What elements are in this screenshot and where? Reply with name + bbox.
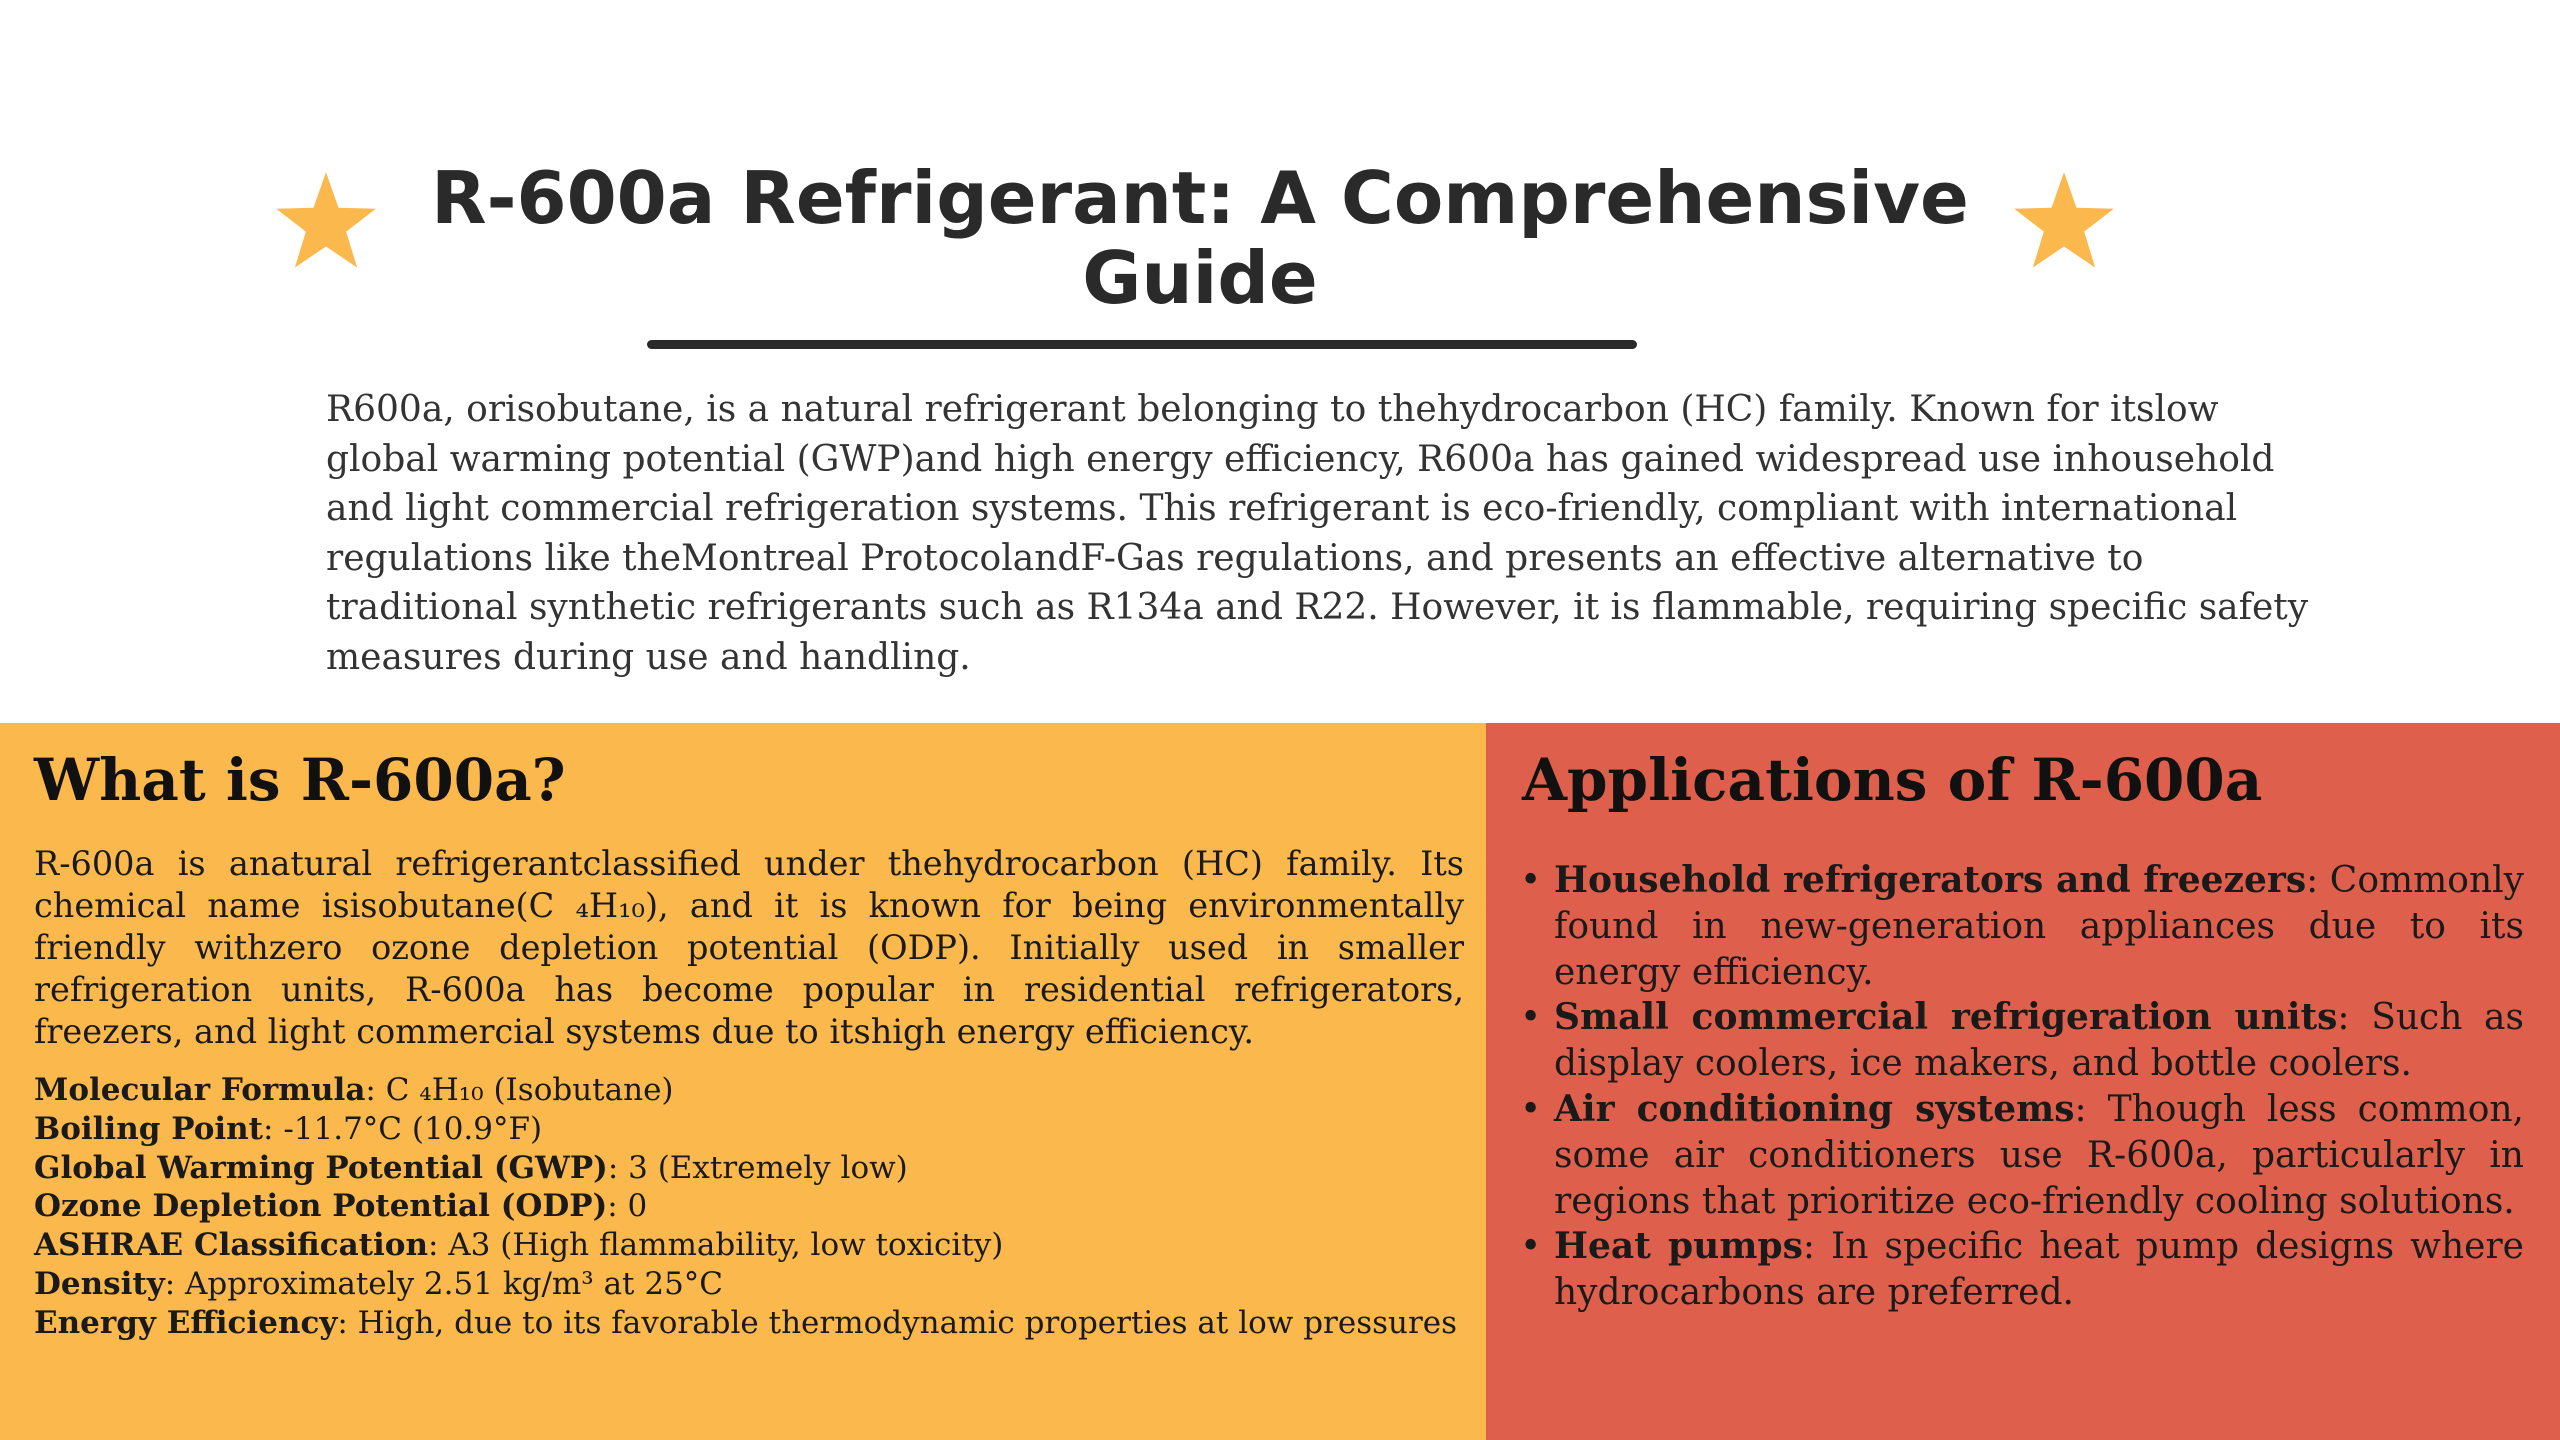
property-value: : 0 <box>607 1188 648 1225</box>
application-item <box>1520 995 2524 1087</box>
bullet-icon: • <box>1520 1226 1542 1268</box>
property-value: : C ₄H₁₀ (Isobutane) <box>365 1072 674 1108</box>
application-label: Heat pumps <box>1554 1225 1803 1268</box>
bullet-icon: • <box>1520 860 1542 901</box>
property-label: Density <box>34 1265 165 1302</box>
property-item <box>34 1149 1474 1188</box>
what-is-panel <box>0 723 1486 1440</box>
application-label: Small commercial refrigeration units <box>1554 996 2338 1039</box>
property-label: Ozone Depletion Potential (ODP) <box>34 1188 608 1225</box>
what-is-heading: What is R-600a? <box>34 746 566 814</box>
property-item <box>34 1110 1474 1149</box>
application-text: : Such as display coolers, ice makers, and bottle coolers. <box>1554 997 2524 1085</box>
applications-heading: Applications of R-600a <box>1522 746 2263 814</box>
applications-panel <box>1486 723 2560 1440</box>
application-item <box>1520 1087 2524 1224</box>
what-is-body: R-600a is anatural refrigerantclassified under thehydrocarbon (HC) family. Its chemical name isisobutane(C ₄H₁₀), and it is known for being environmentally friendly withzero ozone depletion potential (ODP). Initially used in smaller refrigeration units, R-600a has become popular in residential refrigerators, freezers, and light commercial systems due to itshigh energy efficiency. <box>34 844 1464 1051</box>
property-label: Boiling Point <box>34 1110 264 1147</box>
application-label: Household refrigerators and freezers <box>1554 859 2307 901</box>
property-item <box>34 1187 1474 1226</box>
star-icon <box>2011 168 2117 274</box>
property-label: ASHRAE Classification <box>34 1227 428 1264</box>
property-value: : 3 (Extremely low) <box>607 1149 908 1186</box>
property-value: : A3 (High flammability, low toxicity) <box>428 1227 1004 1264</box>
property-label: Energy Efficiency <box>34 1304 338 1341</box>
property-item <box>34 1304 1474 1343</box>
bullet-icon: • <box>1520 997 1542 1039</box>
property-item <box>34 1071 1474 1110</box>
properties-list <box>34 1071 1474 1343</box>
application-item <box>1520 1224 2524 1316</box>
property-label: Molecular Formula <box>34 1072 366 1108</box>
star-icon <box>273 168 379 274</box>
title-underline <box>647 340 1637 349</box>
bullet-icon: • <box>1520 1088 1542 1130</box>
property-value: : High, due to its favorable thermodynamic properties at low pressures <box>337 1304 1458 1341</box>
property-item <box>34 1265 1474 1304</box>
property-value: : Approximately 2.51 kg/m³ at 25°C <box>164 1265 724 1302</box>
intro-paragraph: R600a, orisobutane, is a natural refrigerant belonging to thehydrocarbon (HC) family. Known for itslow global warming potential (GWP)and high energy efficiency, R600a has gained widespread use inhousehold and light commercial refrigeration systems. This refrigerant is eco-friendly, compliant with international regulations like theMontreal ProtocolandF-Gas regulations, and presents an effective alternative to traditional synthetic refrigerants such as R134a and R22. However, it is flammable, requiring specific safety measures during use and handling. <box>326 389 2309 678</box>
application-text: : Commonly found in new-generation appliances due to its energy efficiency. <box>1554 860 2524 993</box>
applications-list <box>1520 858 2524 1316</box>
page-title: R-600a Refrigerant: A Comprehensive Guide <box>431 156 1969 320</box>
property-label: Global Warming Potential (GWP) <box>34 1149 608 1186</box>
application-item <box>1520 858 2524 995</box>
property-item <box>34 1226 1474 1265</box>
application-text: : In specific heat pump designs where hydrocarbons are preferred. <box>1554 1226 2524 1314</box>
application-text: : Though less common, some air conditioners use R-600a, particularly in regions that prioritize eco-friendly cooling solutions. <box>1554 1088 2524 1222</box>
property-value: : -11.7°C (10.9°F) <box>263 1110 543 1147</box>
application-label: Air conditioning systems <box>1554 1087 2075 1130</box>
